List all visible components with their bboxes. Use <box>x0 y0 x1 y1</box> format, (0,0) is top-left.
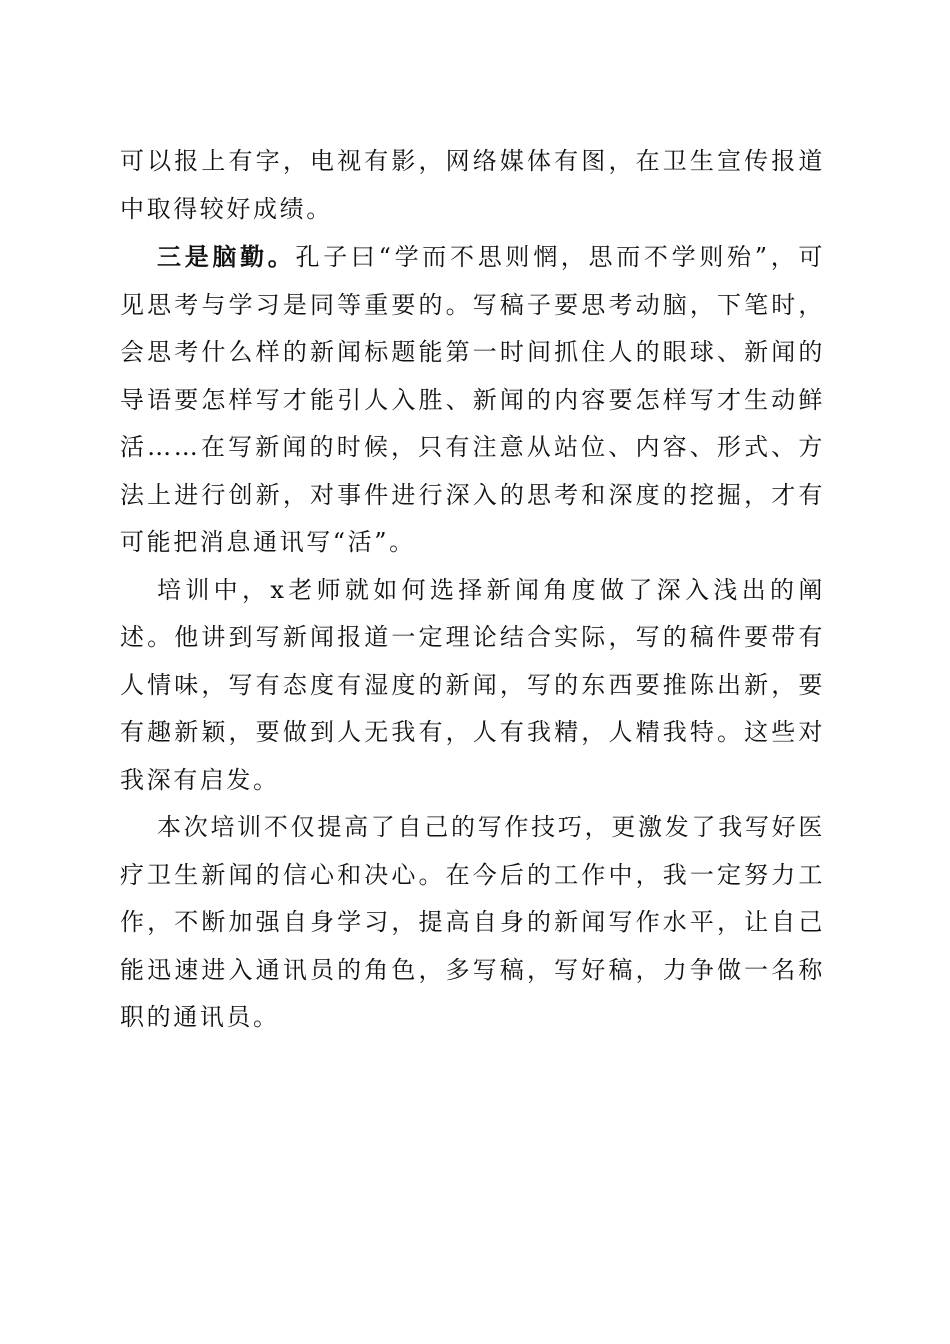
paragraph-conclusion <box>120 804 825 1042</box>
paragraph-text: 可以报上有字，电视有影，网络媒体有图，在卫生宣传报道中取得较好成绩。 <box>120 147 825 223</box>
paragraph-text: 本次培训不仅提高了自己的写作技巧，更激发了我写好医疗卫生新闻的信心和决心。在今后的工作中，我一定努力工作，不断加强自身学习，提高自身的新闻写作水平，让自己能迅速进入通讯员的角色，多写稿，写好稿，力争做一名称职的通讯员。 <box>120 813 825 1031</box>
document-body <box>120 138 825 1042</box>
paragraph-text: 孔子曰“学而不思则惘，思而不学则殆”，可见思考与学习是同等重要的。写稿子要思考动脑，下笔时，会思考什么样的新闻标题能第一时间抓住人的眼球、新闻的导语要怎样写才能引人入胜、新闻的内容要怎样写才生动鲜活……在写新闻的时候，只有注意从站位、内容、形式、方法上进行创新，对事件进行深入的思考和深度的挖掘，才有可能把消息通讯写“活”。 <box>120 243 825 556</box>
paragraph-continuation <box>120 138 825 233</box>
paragraph-text: 培训中，x老师就如何选择新闻角度做了深入浅出的阐述。他讲到写新闻报道一定理论结合实际，写的稿件要带有人情味，写有态度有湿度的新闻，写的东西要推陈出新，要有趣新颖，要做到人无我有，人有我精，人精我特。这些对我深有启发。 <box>120 575 825 794</box>
paragraph-lead-heading: 三是脑勤。 <box>157 242 296 271</box>
paragraph-training-angle <box>120 567 825 805</box>
paragraph-brain-diligence <box>120 233 825 567</box>
